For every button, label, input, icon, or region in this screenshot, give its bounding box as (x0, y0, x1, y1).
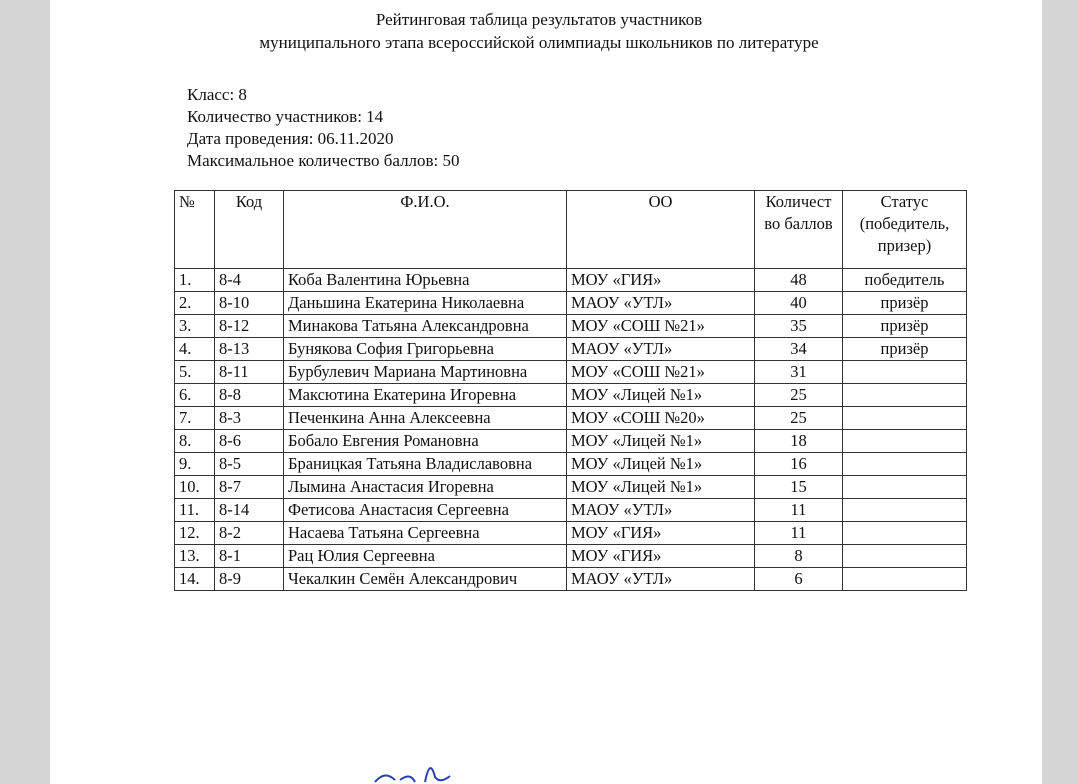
table-row (175, 407, 967, 430)
row-name: Фетисова Анастасия Сергеевна (284, 499, 567, 522)
row-school: МАОУ «УТЛ» (567, 568, 755, 591)
row-code: 8-7 (215, 476, 284, 499)
row-code: 8-9 (215, 568, 284, 591)
meta-date: Дата проведения: 06.11.2020 (187, 129, 394, 148)
header-score: Количество баллов (755, 191, 843, 269)
table-row (175, 568, 967, 591)
row-score: 18 (755, 430, 843, 453)
row-code: 8-3 (215, 407, 284, 430)
table-header-row (175, 191, 967, 269)
row-school: МОУ «СОШ №20» (567, 407, 755, 430)
table-row (175, 499, 967, 522)
row-score: 34 (755, 338, 843, 361)
row-score: 31 (755, 361, 843, 384)
header-code: Код (215, 191, 284, 269)
row-name: Насаева Татьяна Сергеевна (284, 522, 567, 545)
table-row (175, 430, 967, 453)
row-code: 8-14 (215, 499, 284, 522)
row-status: победитель (843, 269, 967, 292)
row-code: 8-8 (215, 384, 284, 407)
row-school: МОУ «СОШ №21» (567, 315, 755, 338)
row-status: призёр (843, 315, 967, 338)
row-number: 8. (175, 430, 215, 453)
results-table (174, 190, 967, 591)
header-status: Статус (победитель, призер) (843, 191, 967, 269)
row-score: 15 (755, 476, 843, 499)
row-name: Чекалкин Семён Александрович (284, 568, 567, 591)
row-name: Максютина Екатерина Игоревна (284, 384, 567, 407)
row-number: 7. (175, 407, 215, 430)
table-row (175, 384, 967, 407)
row-status (843, 522, 967, 545)
row-code: 8-13 (215, 338, 284, 361)
header-number: № (175, 191, 215, 269)
row-status (843, 545, 967, 568)
row-score: 6 (755, 568, 843, 591)
row-name: Даньшина Екатерина Николаевна (284, 292, 567, 315)
row-score: 40 (755, 292, 843, 315)
row-school: МАОУ «УТЛ» (567, 292, 755, 315)
row-number: 13. (175, 545, 215, 568)
table-row (175, 292, 967, 315)
row-status (843, 476, 967, 499)
row-school: МОУ «СОШ №21» (567, 361, 755, 384)
row-number: 1. (175, 269, 215, 292)
row-name: Браницкая Татьяна Владиславовна (284, 453, 567, 476)
table-row (175, 453, 967, 476)
meta-class: Класс: 8 (187, 85, 247, 104)
row-score: 25 (755, 407, 843, 430)
row-school: МОУ «ГИЯ» (567, 545, 755, 568)
row-status (843, 361, 967, 384)
meta-participants: Количество участников: 14 (187, 107, 384, 126)
row-name: Бобало Евгения Романовна (284, 430, 567, 453)
row-name: Бунякова София Григорьевна (284, 338, 567, 361)
row-status: призёр (843, 292, 967, 315)
row-school: МОУ «Лицей №1» (567, 430, 755, 453)
row-number: 12. (175, 522, 215, 545)
row-number: 4. (175, 338, 215, 361)
row-code: 8-5 (215, 453, 284, 476)
row-school: МОУ «Лицей №1» (567, 453, 755, 476)
row-score: 35 (755, 315, 843, 338)
row-school: МОУ «Лицей №1» (567, 476, 755, 499)
signature (370, 762, 490, 784)
row-score: 48 (755, 269, 843, 292)
table-row (175, 338, 967, 361)
row-code: 8-12 (215, 315, 284, 338)
table-row (175, 476, 967, 499)
row-score: 8 (755, 545, 843, 568)
row-number: 10. (175, 476, 215, 499)
meta-max-score: Максимальное количество баллов: 50 (187, 151, 460, 170)
row-status (843, 430, 967, 453)
row-code: 8-10 (215, 292, 284, 315)
row-number: 5. (175, 361, 215, 384)
row-status (843, 407, 967, 430)
row-number: 3. (175, 315, 215, 338)
document-title-line2: муниципального этапа всероссийской олимпиады школьников по литературе (259, 33, 819, 52)
row-number: 11. (175, 499, 215, 522)
meta-info (187, 84, 460, 172)
document-title-line1: Рейтинговая таблица результатов участников (375, 10, 703, 29)
header-name: Ф.И.О. (284, 191, 567, 269)
row-number: 14. (175, 568, 215, 591)
table-row (175, 361, 967, 384)
row-school: МАОУ «УТЛ» (567, 499, 755, 522)
row-code: 8-6 (215, 430, 284, 453)
row-code: 8-11 (215, 361, 284, 384)
row-school: МОУ «Лицей №1» (567, 384, 755, 407)
row-name: Минакова Татьяна Александровна (284, 315, 567, 338)
row-name: Рац Юлия Сергеевна (284, 545, 567, 568)
row-name: Бурбулевич Мариана Мартиновна (284, 361, 567, 384)
row-name: Коба Валентина Юрьевна (284, 269, 567, 292)
row-score: 16 (755, 453, 843, 476)
row-status: призёр (843, 338, 967, 361)
row-status (843, 384, 967, 407)
row-name: Печенкина Анна Алексеевна (284, 407, 567, 430)
row-number: 9. (175, 453, 215, 476)
row-number: 6. (175, 384, 215, 407)
row-score: 25 (755, 384, 843, 407)
row-code: 8-1 (215, 545, 284, 568)
row-code: 8-2 (215, 522, 284, 545)
row-code: 8-4 (215, 269, 284, 292)
table-row (175, 269, 967, 292)
row-name: Лымина Анастасия Игоревна (284, 476, 567, 499)
row-school: МАОУ «УТЛ» (567, 338, 755, 361)
row-score: 11 (755, 522, 843, 545)
row-number: 2. (175, 292, 215, 315)
row-school: МОУ «ГИЯ» (567, 269, 755, 292)
header-school: ОО (567, 191, 755, 269)
row-status (843, 453, 967, 476)
table-row (175, 522, 967, 545)
row-status (843, 499, 967, 522)
row-score: 11 (755, 499, 843, 522)
table-row (175, 315, 967, 338)
row-school: МОУ «ГИЯ» (567, 522, 755, 545)
table-row (175, 545, 967, 568)
row-status (843, 568, 967, 591)
